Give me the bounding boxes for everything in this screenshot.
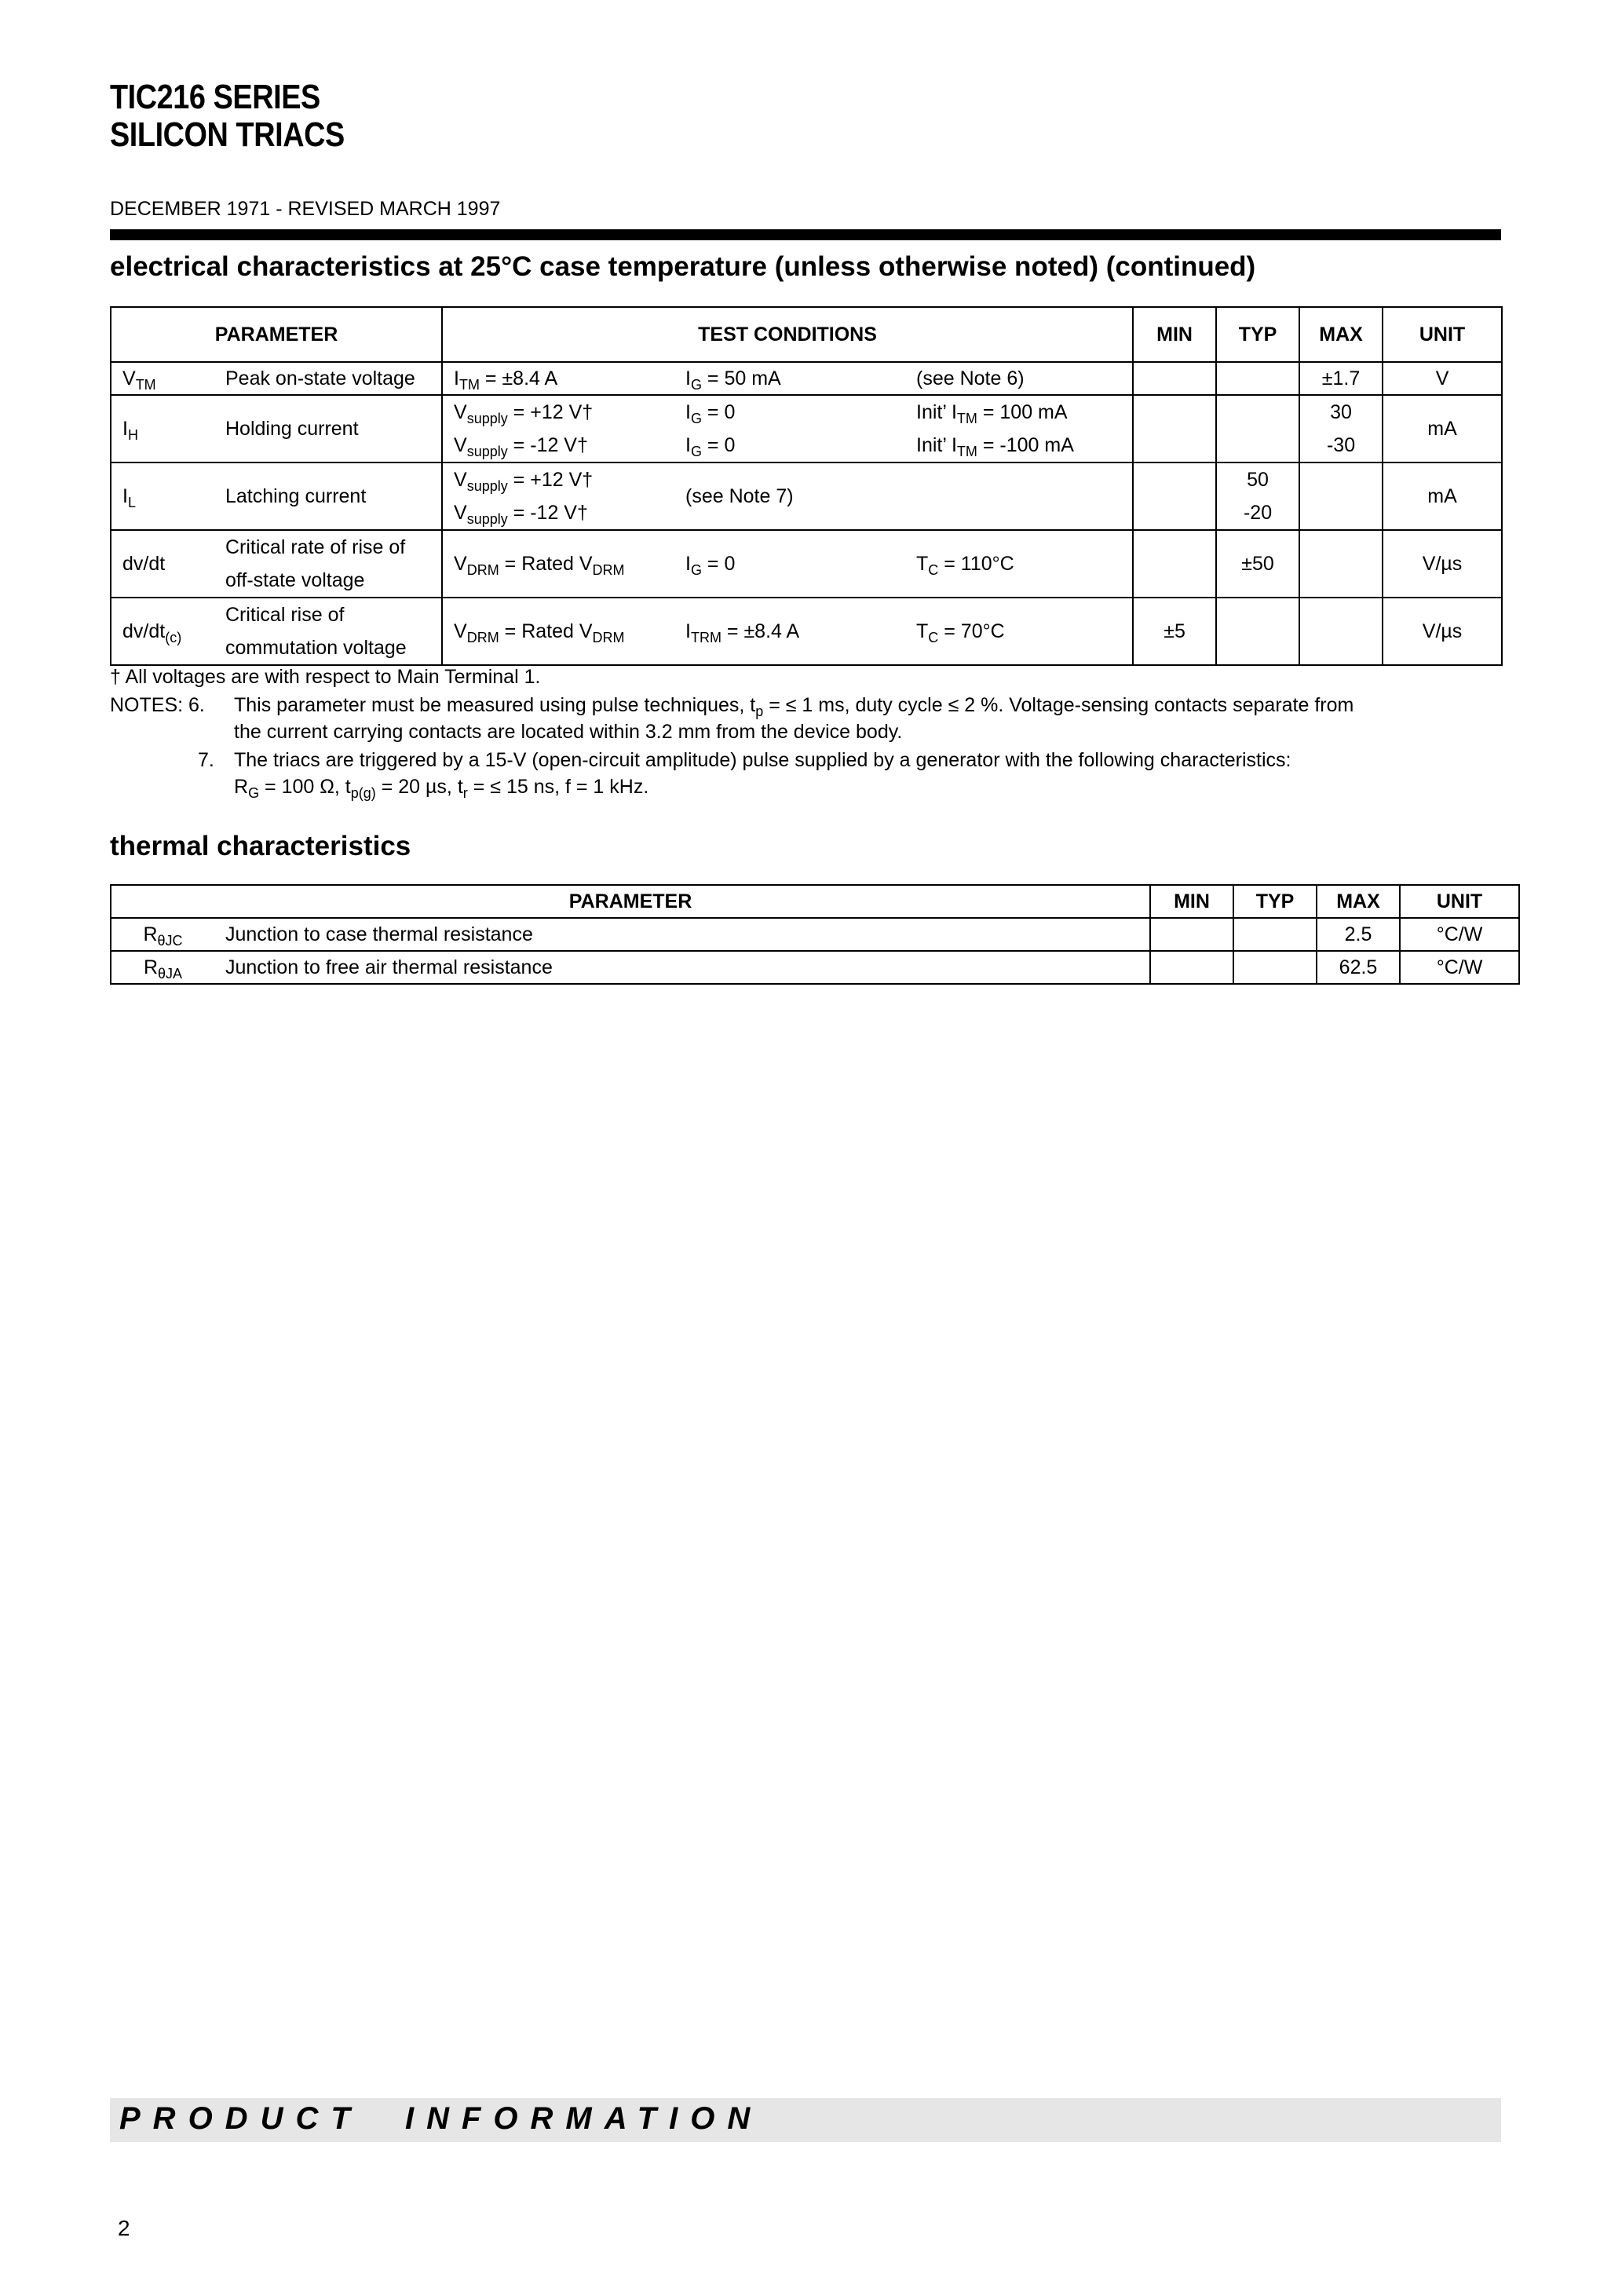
- series-name: TIC216 SERIES: [110, 78, 320, 116]
- table-row: [111, 530, 1502, 598]
- symbol: dv/dt: [122, 620, 166, 642]
- condition-line: Init’ $I_{TM} = -100$ mA: [916, 434, 1074, 459]
- max-value: [1299, 462, 1383, 530]
- typ-value-line: 50: [1247, 469, 1269, 491]
- unit-value: °C/W: [1400, 918, 1519, 951]
- header-rule: [110, 229, 1501, 240]
- condition-1: [442, 462, 674, 530]
- document-title: [110, 79, 345, 154]
- note-6-line-1: This parameter must be measured using pulse techniques, $t_p$ = ≤ 1 ms, duty cycle ≤ 2 %. Voltage-sensing contacts separate from: [234, 694, 1354, 719]
- symbol-subscript: θJC: [157, 932, 183, 949]
- symbol-subscript: H: [127, 426, 138, 443]
- header-max: MAX: [1299, 307, 1383, 362]
- header-unit: UNIT: [1383, 307, 1502, 362]
- unit-value: °C/W: [1400, 951, 1519, 984]
- symbol-subscript: θJA: [158, 965, 183, 982]
- symbol: I: [122, 484, 128, 507]
- parameter-description: Junction to free air thermal resistance: [214, 951, 1150, 984]
- condition-1: $V_{DRM}$ = Rated $V_{DRM}$: [442, 530, 674, 598]
- min-value: [1150, 951, 1233, 984]
- note-7-line-2: $R_G = 100$ Ω, $t_{p(g)} = 20$ µs, $t_r$ = ≤ 15 ns, f = 1 kHz.: [234, 776, 649, 801]
- max-value: ±1.7: [1299, 362, 1383, 395]
- thermal-heading: thermal characteristics: [110, 831, 411, 861]
- max-value: [1299, 530, 1383, 598]
- min-value: [1133, 362, 1216, 395]
- header-typ: TYP: [1233, 885, 1317, 918]
- table-row: [111, 951, 1519, 984]
- parameter-description: Peak on-state voltage: [214, 362, 442, 395]
- symbol-cell: [111, 918, 214, 951]
- description-line: Critical rise of: [225, 604, 345, 626]
- header-test-conditions: TEST CONDITIONS: [442, 307, 1133, 362]
- condition-3: [905, 462, 1133, 530]
- symbol: V: [122, 367, 136, 389]
- condition-2: [674, 395, 905, 462]
- note-6-line-2: the current carrying contacts are located within 3.2 mm from the device body.: [234, 721, 903, 743]
- parameter-description: [214, 598, 442, 665]
- min-value: [1133, 530, 1216, 598]
- symbol: R: [143, 923, 158, 945]
- symbol-subscript: TM: [135, 376, 156, 393]
- condition-1: $I_{TM} = \pm 8.4$ A: [442, 362, 674, 395]
- condition-3: $T_C = 70^\circ C$: [905, 598, 1133, 665]
- table-row: [111, 918, 1519, 951]
- page-number: 2: [118, 2216, 130, 2240]
- condition-line: $V_{supply} = +12$ V†: [454, 401, 594, 426]
- condition-line: $V_{supply} = -12$ V†: [454, 502, 588, 527]
- unit-value: V: [1383, 362, 1502, 395]
- unit-value: mA: [1383, 462, 1502, 530]
- parameter-description: [214, 530, 442, 598]
- header-parameter: PARAMETER: [111, 307, 442, 362]
- condition-line: $I_G = 0$: [685, 401, 736, 426]
- typ-value: [1233, 951, 1317, 984]
- condition-2: $I_G = 50$ mA: [674, 362, 905, 395]
- typ-value: [1216, 462, 1299, 530]
- condition-3: (see Note 6): [905, 362, 1133, 395]
- dagger-note: † All voltages are with respect to Main Terminal 1.: [110, 666, 541, 688]
- table-row: [111, 462, 1502, 530]
- typ-value: [1216, 598, 1299, 665]
- thermal-table: [110, 884, 1520, 985]
- symbol: R: [143, 956, 159, 978]
- condition-2: $I_G = 0$: [674, 530, 905, 598]
- header-unit: UNIT: [1400, 885, 1519, 918]
- max-value: 2.5: [1317, 918, 1400, 951]
- electrical-table: [110, 306, 1503, 666]
- product-information-text: PRODUCT INFORMATION: [119, 2101, 763, 2136]
- symbol-cell: [111, 462, 214, 530]
- condition-2: $I_{TRM} = \pm 8.4$ A: [674, 598, 905, 665]
- max-value: 62.5: [1317, 951, 1400, 984]
- description-line: commutation voltage: [225, 637, 407, 659]
- typ-value: [1216, 362, 1299, 395]
- electrical-heading: electrical characteristics at 25°C case temperature (unless otherwise noted) (continued): [110, 251, 1256, 282]
- revision-date: DECEMBER 1971 - REVISED MARCH 1997: [110, 198, 501, 220]
- unit-value: V/µs: [1383, 530, 1502, 598]
- table-row: [111, 395, 1502, 462]
- condition-3: $T_C = 110^\circ C$: [905, 530, 1133, 598]
- description-line: off-state voltage: [225, 569, 365, 591]
- table-header-row: [111, 885, 1519, 918]
- device-type: SILICON TRIACS: [110, 115, 345, 154]
- condition-line: $I_G = 0$: [685, 434, 736, 459]
- symbol: dv/dt: [122, 552, 166, 575]
- header-typ: TYP: [1216, 307, 1299, 362]
- symbol-cell: [111, 598, 214, 665]
- condition-line: $V_{supply} = +12$ V†: [454, 469, 594, 494]
- unit-value: V/µs: [1383, 598, 1502, 665]
- parameter-description: Holding current: [214, 395, 442, 462]
- header-parameter: PARAMETER: [111, 885, 1150, 918]
- condition-1: [442, 395, 674, 462]
- description-line: Critical rate of rise of: [225, 536, 406, 558]
- condition-line: $V_{supply} = -12$ V†: [454, 434, 588, 459]
- symbol: I: [122, 417, 128, 440]
- condition-1: $V_{DRM}$ = Rated $V_{DRM}$: [442, 598, 674, 665]
- symbol-subscript: L: [127, 494, 136, 510]
- min-value: [1133, 395, 1216, 462]
- max-value: [1299, 598, 1383, 665]
- symbol-cell: [111, 395, 214, 462]
- condition-line: Init’ $I_{TM} = 100$ mA: [916, 401, 1068, 426]
- min-value: [1150, 918, 1233, 951]
- typ-value: [1233, 918, 1317, 951]
- parameter-description: Junction to case thermal resistance: [214, 918, 1150, 951]
- header-min: MIN: [1133, 307, 1216, 362]
- header-min: MIN: [1150, 885, 1233, 918]
- typ-value: ±50: [1216, 530, 1299, 598]
- symbol-subscript: (c): [165, 629, 182, 645]
- symbol-cell: [111, 951, 214, 984]
- max-value: [1299, 395, 1383, 462]
- typ-value: [1216, 395, 1299, 462]
- table-row: [111, 598, 1502, 665]
- min-value: ±5: [1133, 598, 1216, 665]
- table-row: [111, 362, 1502, 395]
- symbol-cell: [111, 362, 214, 395]
- note-6-label: NOTES: 6.: [110, 694, 205, 716]
- note-7-line-1: The triacs are triggered by a 15-V (open-circuit amplitude) pulse supplied by a generator with the following characteristics:: [234, 749, 1291, 771]
- symbol-cell: [111, 530, 214, 598]
- unit-value: mA: [1383, 395, 1502, 462]
- condition-3: [905, 395, 1133, 462]
- min-value: [1133, 462, 1216, 530]
- max-value-line: -30: [1326, 434, 1356, 456]
- note-7-label: 7.: [198, 749, 214, 771]
- parameter-description: Latching current: [214, 462, 442, 530]
- typ-value-line: -20: [1243, 502, 1273, 524]
- table-header-row: [111, 307, 1502, 362]
- max-value-line: 30: [1330, 401, 1352, 423]
- condition-2: (see Note 7): [674, 462, 905, 530]
- header-max: MAX: [1317, 885, 1400, 918]
